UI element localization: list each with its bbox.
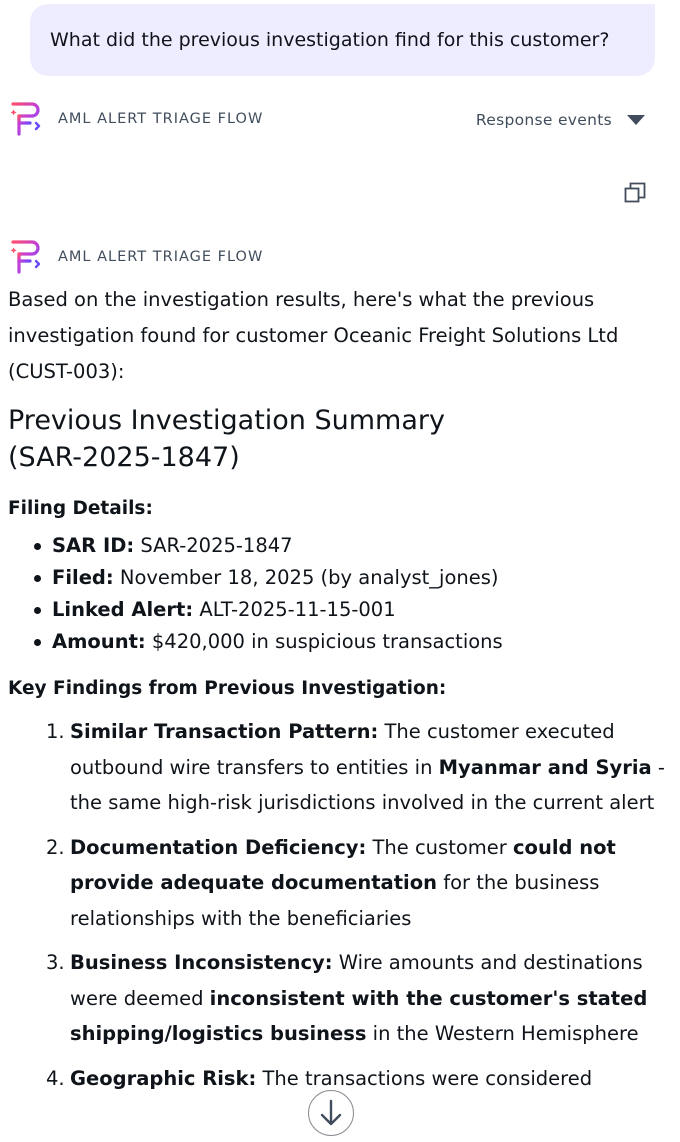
flow-logo-icon <box>10 239 42 275</box>
finding-title: Geographic Risk: <box>70 1066 257 1090</box>
finding-text: Wire amounts and destinations were deemed <box>70 951 643 1010</box>
caret-down-icon <box>626 114 646 126</box>
arrow-down-icon <box>319 1099 343 1127</box>
finding-item <box>46 945 668 1052</box>
agent-response <box>8 282 668 1105</box>
summary-heading-line1: Previous Investigation Summary <box>8 405 445 436</box>
user-message-bubble <box>30 4 655 76</box>
copy-icon[interactable] <box>624 182 646 204</box>
finding-number: 1. <box>46 720 65 743</box>
filing-detail-item <box>52 594 668 626</box>
filing-detail-item <box>52 626 668 658</box>
finding-text: - the same high-risk jurisdictions involved in the current alert <box>70 755 665 814</box>
filing-detail-value: SAR-2025-1847 <box>134 534 293 557</box>
agent-name: AML ALERT TRIAGE FLOW <box>58 111 264 127</box>
response-events-toggle[interactable] <box>476 111 646 129</box>
key-findings-label: Key Findings from Previous Investigation: <box>8 678 447 699</box>
finding-number: 2. <box>46 835 65 859</box>
finding-item <box>46 830 668 937</box>
summary-heading-line2: (SAR-2025-1847) <box>8 442 240 473</box>
response-intro: Based on the investigation results, here's what the previous investigation found for customer Oceanic Freight Solutions Ltd (CUST-003): <box>8 288 619 383</box>
filing-detail-item <box>52 562 668 594</box>
user-message-text: What did the previous investigation find for this customer? <box>50 29 610 51</box>
filing-detail-value: $420,000 in suspicious transactions <box>145 630 503 653</box>
filing-detail-key: Filed: <box>52 566 114 589</box>
agent-header <box>10 101 263 137</box>
finding-text: The transactions were considered <box>256 1066 593 1090</box>
finding-text: The customer <box>366 835 513 859</box>
finding-title: Documentation Deficiency: <box>70 835 367 859</box>
response-events-label: Response events <box>475 111 612 129</box>
filing-detail-key: Amount: <box>52 630 146 653</box>
scroll-to-bottom-button[interactable] <box>308 1090 354 1136</box>
filing-detail-key: Linked Alert: <box>52 598 194 621</box>
summary-heading <box>8 402 668 476</box>
filing-detail-value: November 18, 2025 (by analyst_jones) <box>113 566 499 589</box>
finding-text: for the business relationships with the beneficiaries <box>70 871 600 930</box>
filing-detail-value: ALT-2025-11-15-001 <box>193 598 396 621</box>
finding-text: The customer executed outbound wire transfers to entities in <box>70 720 615 779</box>
agent-header-response <box>10 239 263 275</box>
filing-detail-item <box>52 530 668 562</box>
finding-number: 4. <box>46 1066 65 1090</box>
finding-item <box>46 1061 668 1097</box>
finding-emphasis: could not provide adequate documentation <box>70 835 616 894</box>
key-findings-list <box>8 714 668 1096</box>
finding-emphasis: inconsistent with the customer's stated shipping/logistics business <box>70 986 648 1045</box>
flow-logo-icon <box>10 101 42 137</box>
finding-emphasis: Myanmar and Syria <box>438 755 652 779</box>
finding-text: in the Western Hemisphere <box>366 1022 639 1045</box>
filing-detail-key: SAR ID: <box>52 534 135 557</box>
finding-title: Similar Transaction Pattern: <box>70 720 379 743</box>
agent-name: AML ALERT TRIAGE FLOW <box>58 249 264 265</box>
filing-details-label: Filing Details: <box>8 498 153 519</box>
finding-title: Business Inconsistency: <box>70 951 333 974</box>
filing-details-list <box>8 530 668 658</box>
finding-item <box>46 714 668 821</box>
finding-number: 3. <box>46 951 65 974</box>
